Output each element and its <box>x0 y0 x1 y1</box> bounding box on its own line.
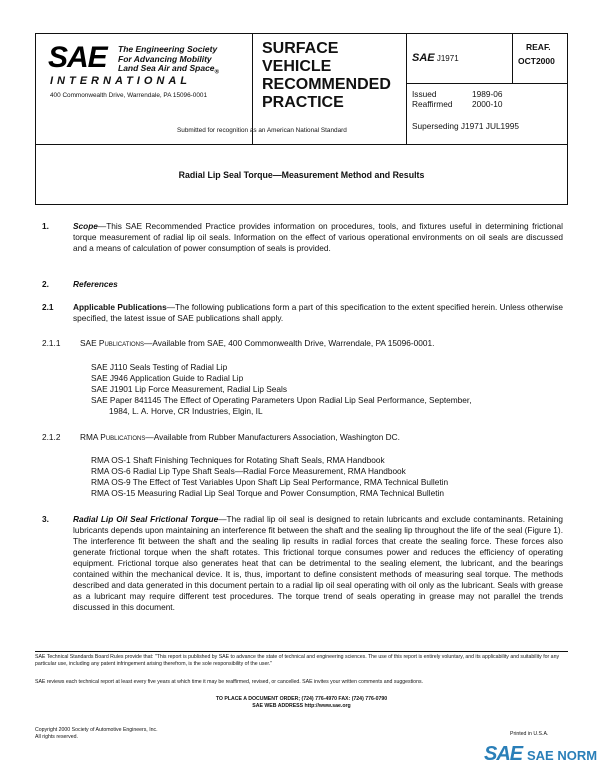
sae-ref-item: SAE J946 Application Guide to Radial Lip <box>91 373 244 383</box>
s3-text: —The radial lip oil seal is designed to retain lubricants and exclude contaminants. Retaining lubricants depends upon maintaining an interference fit between the shaft and the sealing lip throughout the life of the seal (Figure 1). The interference fit between the shaft and the sealing lip results in radial forces that create the sealing force. These forces also generate frictional torque when the shaft rotates. This frictional torque consumes power and reduces the efficiency of operating equipment. Frictional torque also generates heat that can be detrimental to the sealing element, the lubricant, and the bearings contained within the mechanical device. It is, thus, important to define consistent methods of measuring seal torque. The methods described and data generated in this document pertain to a radial lip oil seal operating with oil only as the lubricant. Seals with grease as a lubricant may require different test procedures. The torque trend of seals operating in grease may not parallel the trends discussed in this document. <box>73 514 563 612</box>
header-divider-2 <box>406 33 407 145</box>
s1-text: —This SAE Recommended Practice provides information on procedures, tools, and fixtures useful in determining frictional torque measurement of radial lip oil seals. Information on the effect of various operational environments on oil seals are discussed and a means of calculation of power consumption of seals is provided. <box>73 221 563 253</box>
society-name <box>118 45 219 78</box>
international-label: INTERNATIONAL <box>50 75 192 87</box>
society-line-2: For Advancing Mobility <box>118 53 212 64</box>
header-divider-4 <box>406 83 568 84</box>
sae-ref-item: SAE J1901 Lip Force Measurement, Radial Lip Seals <box>91 384 288 394</box>
s2-number: 2. <box>42 279 49 289</box>
sae-address: 400 Commonwealth Drive, Warrendale, PA 15096-0001 <box>50 92 208 99</box>
reaf-date: OCT2000 <box>518 56 555 66</box>
header-divider-3 <box>512 33 513 83</box>
society-line-3: Land Sea Air and Space$_®$ <box>118 63 219 76</box>
policy-statement-2: SAE reviews each technical report at least every five years at which time it may be reaffirmed, revised, or cancelled. SAE invites your written comments and suggestions. <box>35 679 423 685</box>
watermark-text: SAE NORM <box>527 748 598 763</box>
doc-sae-logo: SAE <box>412 52 435 64</box>
policy-statement-1: SAE Technical Standards Board Rules provide that: "This report is published by SAE to advance the state of technical and engineering sciences. The use of this report is entirely voluntary, and its applicability and suitability for any particular use, including any patent infringement arising therefrom, is the sole responsibility of the user." <box>35 654 560 667</box>
doc-number <box>412 52 459 64</box>
s3-heading: Radial Lip Oil Seal Frictional Torque <box>73 514 219 524</box>
s212-paragraph <box>80 432 560 443</box>
sae-logo: SAE <box>48 41 107 74</box>
printed-in: Printed in U.S.A. <box>510 731 549 737</box>
s21-paragraph <box>73 302 563 324</box>
sae-ref-item: SAE J110 Seals Testing of Radial Lip <box>91 362 228 372</box>
superseding: Superseding J1971 JUL1995 <box>412 121 520 131</box>
s1-paragraph <box>73 221 563 254</box>
footer-rule <box>35 651 568 652</box>
rma-ref-item: RMA OS-15 Measuring Radial Lip Seal Torque and Power Consumption, RMA Technical Bulletin <box>91 488 444 498</box>
s211-number: 2.1.1 <box>42 338 61 348</box>
s21-text: —The following publications form a part of this specification to the extent specified herein. Unless otherwise specified, the latest issue of SAE publications shall apply. <box>73 302 563 323</box>
s3-number: 3. <box>42 514 49 524</box>
rma-reference-list <box>91 455 561 499</box>
s3-paragraph <box>73 514 563 613</box>
sae-reference-list <box>91 362 561 417</box>
rma-ref-item: RMA OS-9 The Effect of Test Variables Upon Shaft Lip Seal Performance, RMA Technical Bulletin <box>91 477 449 487</box>
s2-heading: References <box>73 279 118 289</box>
s211-text: —Available from SAE, 400 Commonwealth Drive, Warrendale, PA 15096-0001. <box>144 338 435 348</box>
s212-text: —Available from Rubber Manufacturers Association, Washington DC. <box>145 432 400 442</box>
copyright-line-2: All rights reserved. <box>35 734 78 740</box>
sae-ref-item: SAE Paper 841145 The Effect of Operating Parameters Upon Radial Lip Seal Performance, September, <box>91 395 472 405</box>
issued-value: 1989-06 <box>472 89 503 99</box>
s211-label: SAE Publications <box>80 338 145 348</box>
doc-title: Radial Lip Seal Torque—Measurement Method and Results <box>178 170 425 180</box>
doc-type: SURFACE VEHICLE RECOMMENDED PRACTICE <box>262 40 391 111</box>
s212-label: RMA Publications <box>80 432 146 442</box>
s21-number: 2.1 <box>42 302 54 312</box>
s212-number: 2.1.2 <box>42 432 61 442</box>
reaf-label: REAF. <box>526 42 551 52</box>
order-line: TO PLACE A DOCUMENT ORDER; (724) 776-4970 FAX: (724) 776-0790 <box>215 696 388 702</box>
s211-paragraph <box>80 338 560 349</box>
copyright-line-1: Copyright 2000 Society of Automotive Engineers, Inc. <box>35 727 158 733</box>
s1-number: 1. <box>42 221 49 231</box>
s1-heading: Scope <box>73 221 98 231</box>
reaffirmed-value: 2000-10 <box>472 99 503 109</box>
web-address: SAE WEB ADDRESS http://www.sae.org <box>252 703 351 709</box>
sae-norm-watermark <box>484 741 598 771</box>
submitted-note: Submitted for recognition as an American National Standard <box>177 127 347 134</box>
rma-ref-item: RMA OS-6 Radial Lip Type Shaft Seals—Radial Force Measurement, RMA Handbook <box>91 466 406 476</box>
watermark-logo: SAE <box>484 743 523 765</box>
issued-label: Issued <box>412 89 437 99</box>
sae-ref-item: 1984, L. A. Horve, CR Industries, Elgin, IL <box>109 406 263 416</box>
society-line-1: The Engineering Society <box>118 44 218 54</box>
doc-number-value: J1971 <box>436 54 459 63</box>
s21-heading: Applicable Publications <box>73 302 167 312</box>
rma-ref-item: RMA OS-1 Shaft Finishing Techniques for Rotating Shaft Seals, RMA Handbook <box>91 455 385 465</box>
reaffirmed-label: Reaffirmed <box>412 99 453 109</box>
